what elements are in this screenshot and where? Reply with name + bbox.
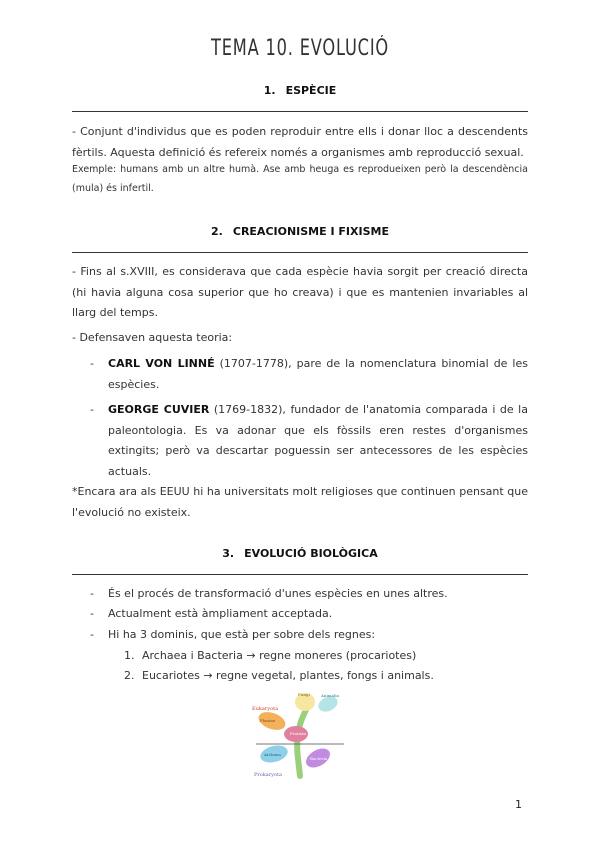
section-number: 1. <box>263 84 276 97</box>
eukaryota-label: Eukaryota <box>252 706 279 712</box>
list-item: - És el procés de transformació d'unes espècies en unes altres. <box>90 587 448 600</box>
example-paragraph: Exemple: humans amb un altre humà. Ase amb heuga es reprodueixen però la descendència (mula) és infertil. <box>72 164 528 194</box>
section-title: EVOLUCIÓ BIOLÒGICA <box>244 547 378 560</box>
plantae-label: Plantae <box>260 718 276 723</box>
animalia-label: Animalia <box>321 693 339 698</box>
page-number: 1 <box>515 798 522 811</box>
person-description: (1707-1778), pare de la nomenclatura binomial de les espècies. <box>108 357 528 391</box>
section-heading-creacionisme <box>72 225 528 238</box>
person-name: GEORGE CUVIER <box>108 403 210 416</box>
list-item: - CARL VON LINNÉ (1707-1778), pare de la nomenclatura binomial de les espècies. <box>90 357 528 391</box>
list-item: - Hi ha 3 dominis, que està per sobre dels regnes: <box>90 628 376 641</box>
tree-stem <box>297 710 306 776</box>
section-heading-especie <box>72 84 528 97</box>
bacteria-label: Bacteria <box>310 756 328 761</box>
section-number: 2. <box>211 225 223 238</box>
section-divider <box>72 111 528 112</box>
section-heading-evolucio <box>72 547 528 560</box>
section-title: ESPÈCIE <box>285 84 337 97</box>
paragraph: - Fins al s.XVIII, es considerava que cada espècie havia sorgit per creació directa (hi havia alguna cosa superior que ho creava) i que es mantenien invariables al llarg del temps. <box>72 265 528 319</box>
protista-label: Protista <box>290 731 306 736</box>
numbered-item: 2. Eucariotes → regne vegetal, plantes, fongs i animals. <box>124 669 434 682</box>
list-item: - Actualment està àmpliament acceptada. <box>90 607 333 620</box>
note-paragraph: *Encara ara als EEUU hi ha universitats molt religioses que continuen pensant que l'evolució no existeix. <box>72 485 528 519</box>
list-item: - GEORGE CUVIER (1769-1832), fundador de l'anatomia comparada i de la paleontologia. Es va adonar que els fòssils eren restes d'organismes extingits; però va descartar poguessin ser antecessores de les espècies actuals. <box>90 403 528 478</box>
person-name: CARL VON LINNÉ <box>108 357 215 370</box>
numbered-item: 1. Archaea i Bacteria → regne moneres (procariotes) <box>124 649 417 662</box>
paragraph: - Defensaven aquesta teoria: <box>72 331 233 344</box>
section-title: CREACIONISME I FIXISME <box>232 225 389 238</box>
archaea-label: Archaea <box>264 752 281 757</box>
prokaryota-label: Prokaryota <box>254 772 282 778</box>
page-title: TEMA 10. EVOLUCIÓ <box>210 36 390 61</box>
section-divider <box>72 252 528 253</box>
fungi-label: Fungi <box>298 692 310 697</box>
section-divider <box>72 574 528 575</box>
paragraph: - Conjunt d'individus que es poden reproduir entre ells i donar lloc a descendents fèrtils. Aquesta definició és refereix només a organismes amb reproducció sexual. <box>72 125 528 159</box>
section-number: 3. <box>222 547 235 560</box>
tree-of-life-illustration <box>250 688 350 780</box>
person-description: (1769-1832), fundador de l'anatomia comparada i de la paleontologia. Es va adonar que els fòssils eren restes d'organismes extingits; però va descartar poguessin ser antecessores de les espècies actuals. <box>108 403 528 478</box>
